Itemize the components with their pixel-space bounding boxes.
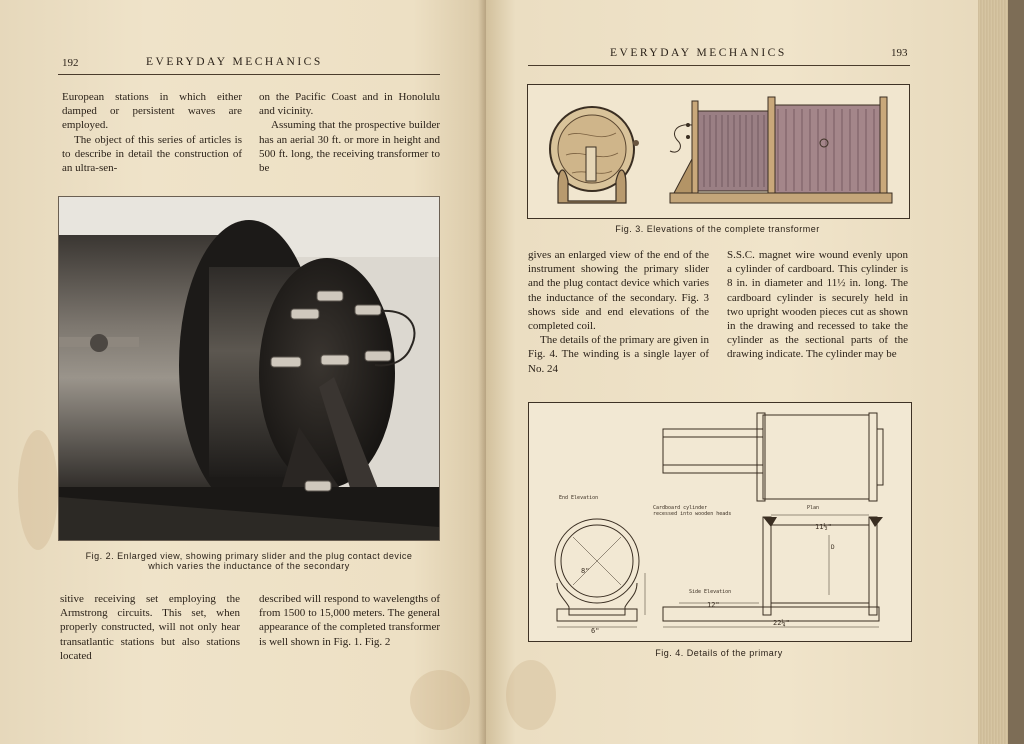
- fig4-dimension: 8": [581, 567, 590, 575]
- left-column: [528, 248, 709, 376]
- transformer-photo-illustration: [59, 197, 439, 540]
- paragraph: S.S.C. magnet wire wound evenly upon a cylinder of cardboard. This cylinder is 8 in. in diameter and 11½ in. long. The cardboard cylinder is securely held in two upright wooden pieces cut as shown in the drawing and recessed to take the cylinder as the sectional parts of the drawing indicate. The cylinder may be: [727, 249, 908, 361]
- fig4-illustration: [529, 403, 911, 641]
- left-column-bottom: [60, 592, 240, 663]
- paragraph: European stations in which either damped or persistent waves are employed.: [62, 91, 242, 132]
- left-page: [0, 0, 486, 744]
- right-page: [486, 0, 978, 744]
- fig3-illustration: [528, 85, 909, 218]
- paragraph: Assuming that the prospective builder has an aerial 30 ft. or more in height and 500 ft. long, the receiving transformer to be: [259, 119, 440, 175]
- fig3-drawing: [527, 84, 910, 219]
- header-rule: [528, 65, 910, 66]
- paragraph: described will respond to wavelengths of from 1500 to 15,000 meters. The general appearance of the completed transformer is well shown in Fig. 1. Fig. 2: [259, 593, 440, 648]
- fig4-label-cardboard: Cardboard cylinder: [653, 505, 708, 511]
- right-column-bottom: [259, 592, 440, 649]
- fig3-caption: Fig. 3. Elevations of the complete transformer: [615, 224, 820, 234]
- fig4-dimension: 22¼": [773, 619, 790, 627]
- fig4-dimension: D: [831, 544, 835, 551]
- book-cover-edge: [1008, 0, 1024, 744]
- right-column-top: [259, 90, 440, 175]
- page-stain: [18, 430, 58, 550]
- paragraph: The details of the primary are given in Fig. 4. The winding is a single layer of No. 24: [528, 334, 709, 375]
- fig4-drawing: [528, 402, 912, 642]
- running-head: EVERYDAY MECHANICS: [146, 56, 323, 68]
- fig4-label-end-elevation: End Elevation: [559, 495, 599, 501]
- paragraph: gives an enlarged view of the end of the instrument showing the primary slider and the plug contact device which varies the inductance of the secondary. Fig. 3 shows side and end elevations of the completed coil.: [528, 249, 709, 333]
- page-number: 192: [62, 57, 79, 69]
- left-column-top: [62, 90, 242, 175]
- header-rule: [58, 74, 440, 75]
- caption-line: which varies the inductance of the secondary: [148, 561, 350, 571]
- fig2-caption: [58, 551, 440, 571]
- caption-line: Fig. 2. Enlarged view, showing primary slider and the plug contact device: [85, 551, 413, 561]
- right-column: [727, 248, 908, 362]
- fig4-label-cardboard: recessed into wooden heads: [653, 511, 732, 517]
- page-number: 193: [891, 47, 908, 59]
- fig4-dimension: 6": [591, 627, 600, 635]
- fig4-label-plan: Plan: [807, 505, 820, 511]
- fig2-photograph: [58, 196, 440, 541]
- paragraph: sitive receiving set employing the Armstrong circuits. This set, when properly constructed, will not only hear transatlantic stations but also stations located: [60, 593, 240, 662]
- fig4-dimension: 12": [707, 601, 720, 609]
- fig4-caption: Fig. 4. Details of the primary: [655, 648, 783, 658]
- paragraph: on the Pacific Coast and in Honolulu and vicinity.: [259, 91, 440, 118]
- page-stain: [410, 670, 470, 730]
- running-head: EVERYDAY MECHANICS: [610, 47, 787, 59]
- paragraph: The object of this series of articles is to describe in detail the construction of an ultra-sen-: [62, 133, 242, 175]
- fig4-label-side-elevation: Side Elevation: [689, 589, 732, 595]
- fig4-dimension: 11½": [815, 523, 832, 531]
- page-stain: [506, 660, 556, 730]
